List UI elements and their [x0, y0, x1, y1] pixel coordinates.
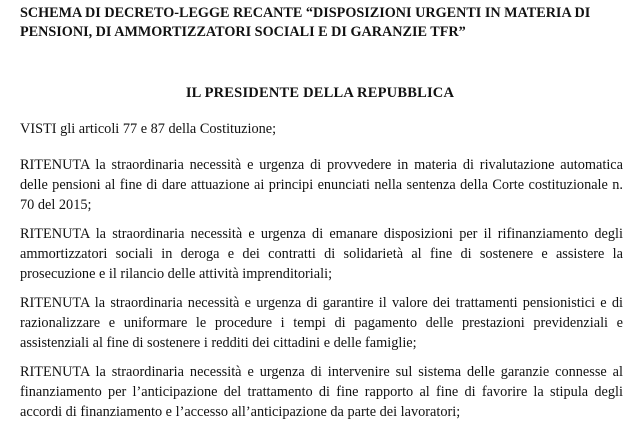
paragraph-ritenuta-ammortizzatori: [20, 224, 623, 284]
paragraph-text: la straordinaria necessità e urgenza di provvedere in materia di rivalutazione automatica delle pensioni al fine di dare attuazione ai principi enunciati nella sentenza della Corte costituzionale n. 70 del 2015;: [20, 157, 623, 213]
paragraph-visti: [20, 119, 623, 139]
paragraph-keyword: VISTI: [20, 121, 57, 137]
paragraph-keyword: RITENUTA: [20, 364, 90, 380]
paragraph-keyword: RITENUTA: [20, 226, 90, 242]
paragraph-ritenuta-trattamenti: [20, 293, 623, 353]
paragraph-keyword: RITENUTA: [20, 295, 90, 311]
document-heading: IL PRESIDENTE DELLA REPUBBLICA: [185, 85, 455, 101]
paragraph-text: gli articoli 77 e 87 della Costituzione;: [56, 121, 277, 137]
paragraph-text: la straordinaria necessità e urgenza di intervenire sul sistema delle garanzie connesse al finanziamento per l’anticipazione del trattamento di fine rapporto al fine di favorire la stipula degli accordi di finanziamento e l’accesso all’anticipazione da parte dei lavoratori;: [20, 364, 623, 420]
paragraph-ritenuta-pensioni: [20, 155, 623, 215]
paragraph-text: la straordinaria necessità e urgenza di emanare disposizioni per il rifinanziamento degli ammortizzatori sociali in deroga e dei contratti di solidarietà al fine di sostenere e assistere la prosecuzione e il rilancio delle attività imprenditoriali;: [20, 226, 623, 282]
paragraph-keyword: RITENUTA: [20, 157, 90, 173]
document-title: SCHEMA DI DECRETO-LEGGE RECANTE “DISPOSIZIONI URGENTI IN MATERIA DI PENSIONI, DI AMMORTIZZATORI SOCIALI E DI GARANZIE TFR”: [20, 5, 591, 40]
paragraph-text: la straordinaria necessità e urgenza di garantire il valore dei trattamenti pensionistici e di razionalizzare e uniformare le procedure i tempi di pagamento delle prestazioni previdenziali e assistenziali al fine di sostenere i redditi dei cittadini e delle famiglie;: [20, 295, 623, 351]
paragraph-ritenuta-garanzie: [20, 362, 623, 422]
